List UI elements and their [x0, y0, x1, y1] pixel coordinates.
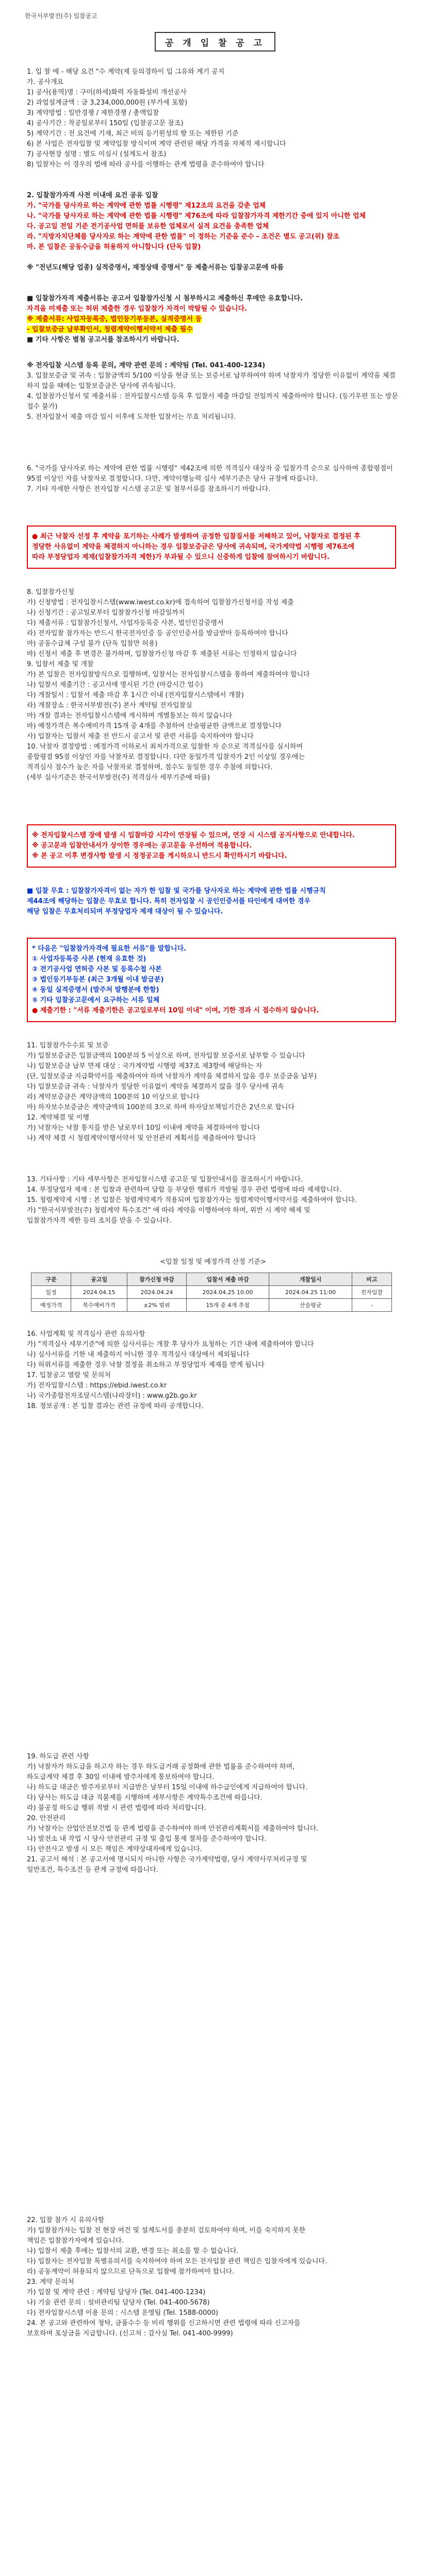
text-line: 1. 입 찰 에 - 해당 요건 "수 계약(제 등의경하이 입 그유와 계기 공지	[27, 68, 225, 76]
text-line: 다. 공고일 전일 기준 전기공사업 면허를 보유한 업체로서 실적 요건을 충족한 업체	[27, 223, 269, 230]
table-cell: 2024.04.25 11:00	[269, 1286, 352, 1299]
notice-box	[27, 824, 396, 868]
text-line: 다) 전자입찰시스템 이용 문의 : 시스템 운영팀 (Tel. 1588-0000)	[27, 2309, 219, 2317]
section-award	[27, 464, 399, 495]
docs-text: * 다음은 "입찰참가자격에 필요한 서류"를 말합니다.	[32, 945, 187, 953]
text-line: 바) 신청서 제출 후 변경은 불가하며, 입찰참가신청 마감 후 제출된 서류는 인정하지 않습니다	[27, 650, 297, 658]
section-subcontract	[27, 1752, 399, 1875]
table-header-cell: 비고	[352, 1273, 391, 1286]
text-line: 다) 안전사고 발생 시 모든 책임은 계약상대자에게 있습니다.	[27, 1845, 202, 1853]
text-line: ※ 전자입찰 시스템 등록 문의, 계약 관련 문의 : 계약팀 (Tel. 041-400-1234)	[27, 362, 266, 369]
table-header-row	[31, 1273, 392, 1286]
text-line: 16. 사업계획 및 적격심사 관련 유의사항	[27, 1330, 145, 1338]
docs-text: ③ 법인등기부등본 (최근 3개월 이내 발급분)	[32, 976, 164, 984]
table-cell: 2024.04.25 10:00	[186, 1286, 269, 1299]
docs-text: ④ 동일 실적증명서 (발주처 발행분에 한함)	[32, 986, 159, 994]
warning-text: 따라 부정당업자 제재(입찰참가자격 제한)가 부과될 수 있으니 신중하게 입찰에 참여하시기 바랍니다.	[32, 553, 330, 561]
section-cautions	[27, 2215, 399, 2339]
table-row	[31, 1286, 392, 1299]
text-line: 나) 입찰서 제출기간 : 공고서에 명시된 기간 (마감시간 엄수)	[27, 681, 203, 689]
text-line: 가) "적격심사 세부기준"에 의한 심사서류는 개찰 후 당사가 요청하는 기간 내에 제출하여야 합니다	[27, 1341, 314, 1348]
highlighted-text: ※ 제출서류: 사업자등록증, 법인등기부등본, 실적증명서 등	[27, 315, 202, 323]
text-line: 나) 하도급 대금은 발주자로부터 지급받은 날부터 15일 이내에 하수급인에게 지급하여야 합니다.	[27, 1784, 308, 1791]
text-line: 제44조에 해당하는 입찰은 무효로 합니다. 특히 전자입찰 시 공인인증서를 타인에게 대여한 경우	[27, 897, 311, 905]
text-line: 다) 제출서류 : 입찰참가신청서, 사업자등록증 사본, 법인인감증명서	[27, 619, 224, 627]
table-header-cell: 개찰일시	[269, 1273, 352, 1286]
text-line: 나) 발전소 내 작업 시 당사 안전관리 규정 및 출입 통제 절차를 준수하여야 합니다.	[27, 1835, 267, 1843]
text-line: 가) 낙찰자가 하도급을 하고자 하는 경우 하도급거래 공정화에 관한 법률을 준수하여야 하며,	[27, 1763, 295, 1771]
text-line: 21. 공고서 해석 : 본 공고서에 명시되지 아니한 사항은 국가계약법령, 당사 계약사무처리규정 및	[27, 1856, 307, 1863]
table-cell: -	[352, 1299, 391, 1312]
text-line: 마. 본 입찰은 공동수급을 허용하지 아니합니다 (단독 입찰)	[27, 243, 201, 251]
section-misc	[27, 1175, 399, 1226]
table-row	[31, 1299, 392, 1312]
text-line: 14. 부정당업자 제재 : 본 입찰과 관련하여 담합 등 부당한 행위가 적발될 경우 관련 법령에 따라 제재합니다.	[27, 1186, 342, 1194]
text-line: 나. "국가를 당사자로 하는 계약에 관한 법률 시행령" 제76조에 따라 입찰참가자격 제한기간 중에 있지 아니한 업체	[27, 212, 366, 220]
text-line: 나) 심사서류를 기한 내 제출하지 아니한 경우 적격심사 대상에서 제외됩니다	[27, 1351, 250, 1359]
text-line: 마) 하자보수보증금은 계약금액의 100분의 3으로 하며 하자담보책임기간은 2년으로 합니다	[27, 1104, 295, 1111]
required-docs-box	[27, 938, 396, 1022]
text-line: 8. 입찰참가신청	[27, 588, 74, 596]
text-line: ■ 입찰 무효 : 입찰참가자격이 없는 자가 한 입찰 및 국가를 당사자로 하는 계약에 관한 법률 시행규칙	[27, 887, 326, 895]
table-cell: 2024.04.15	[71, 1286, 127, 1299]
text-line: 6) 본 사업은 전자입찰 및 계약입찰 방식이며 계약 관련된 해당 가격을 자체적 제시합니다	[27, 140, 286, 148]
text-line: 가) "한국서부발전(주) 청렴계약 특수조건" 에 따라 계약을 이행하여야 하며, 위반 시 계약 해제 및	[27, 1207, 310, 1214]
table-header-cell: 공고일	[71, 1273, 127, 1286]
text-line: 가) 신청방법 : 전자입찰시스템(www.iwest.co.kr)에 접속하여 입찰참가신청서를 작성 제출	[27, 599, 294, 606]
notice-text: ※ 공고문과 입찰안내서가 상이한 경우에는 공고문을 우선하여 적용합니다.	[32, 842, 252, 850]
text-paragraph: 3. 입찰보증금 및 귀속 : 입찰금액의 5/100 이상을 현금 또는 보증서로 납부하여야 하며 낙찰자가 정당한 이유없이 계약을 체결하지 않을 때에는 입찰보증금은 당사에 귀속됩니다.	[27, 372, 396, 390]
text-line: 가. "국가를 당사자로 하는 계약에 관한 법률 시행령" 제12조의 요건을 갖춘 업체	[27, 202, 266, 210]
table-cell: 복수예비가격	[71, 1299, 127, 1312]
text-paragraph: 4. 입찰참가신청서 및 제출서류 : 전자입찰시스템 등록 후 입찰서 제출 마감일 전일까지 제출하여야 합니다. (등기우편 또는 방문 접수 불가)	[27, 393, 399, 411]
text-line: 책임은 입찰참가자에게 있습니다.	[27, 2237, 124, 2245]
text-line: 다) 입찰자는 전자입찰 특별유의서를 숙지하여야 하며 모든 전자입찰 관련 책임은 입찰자에게 있습니다.	[27, 2258, 327, 2265]
text-line: 15. 청렴계약제 시행 : 본 입찰은 청렴계약제가 적용되며 입찰참가자는 청렴계약이행서약서를 제출하여야 합니다.	[27, 1196, 357, 1204]
text-paragraph: 6. "국가를 당사자로 하는 계약에 관한 법률 시행령" 제42조에 의한 적격심사 대상자 중 입찰가격 순으로 심사하여 종합평점이 95점 이상인 자를 낙찰자로 결정합니다. 다만, 계약이행능력 심사 세부기준은 당사 규정에 따릅니다.	[27, 465, 393, 483]
text-line: 마) 공동수급체 구성 불가 (단독 입찰만 허용)	[27, 640, 158, 648]
section-overview	[27, 67, 399, 170]
text-line: 나) 신청기간 : 공고일로부터 입찰참가신청 마감일까지	[27, 609, 185, 617]
text-line: 사) 입찰자는 입찰서 제출 전 반드시 공고서 및 관련 서류를 숙지하여야 합니다	[27, 733, 254, 740]
section-procedure	[27, 587, 399, 783]
section-eligibility	[27, 191, 399, 252]
text-line: 2) 과업설계금액 : 금 3,234,000,000원 (부가세 포함)	[27, 99, 188, 107]
text-line: 나) 입찰서 제출 후에는 입찰서의 교환, 변경 또는 취소를 할 수 없습니다.	[27, 2247, 239, 2255]
text-line: ※ "전년도(해당 업종) 실적증명서, 재정상태 증명서" 등 제출서류는 입찰공고문에 따름	[27, 264, 284, 272]
notice-text: ※ 본 공고 이후 변경사항 발생 시 정정공고를 게시하오니 반드시 확인하시기 바랍니다.	[32, 852, 287, 860]
table-title: <입찰 일정 및 예정가격 산정 기준>	[160, 1258, 266, 1266]
text-line: 22. 입찰 참가 시 유의사항	[27, 2216, 105, 2224]
text-line: 가. 공사개요	[27, 78, 64, 86]
text-line: 12. 계약체결 및 이행	[27, 1114, 89, 1122]
text-line: 다) 개찰일시 : 입찰서 제출 마감 후 1시간 이내 (전자입찰시스템에서 개찰)	[27, 691, 244, 699]
text-line: (세부 심사기준은 한국서부발전(주) 적격심사 세부기준에 따름)	[27, 774, 210, 782]
text-line: 8) 입찰자는 이 경우의 법에 따라 공사를 이행하는 관계 법령을 준수하여야 합니다	[27, 161, 265, 168]
text-line: 19. 하도급 관련 사항	[27, 1753, 89, 1760]
text-line: 다) 허위서류를 제출한 경우 낙찰 결정을 취소하고 부정당업자 제재를 받게 됩니다	[27, 1361, 265, 1369]
docs-deadline-text: ● 제출기한 : "서류 제출기한은 공고일로부터 10일 이내" 이며, 기한 경과 시 접수하지 않습니다.	[32, 1007, 319, 1014]
schedule-table	[31, 1273, 392, 1312]
table-header-cell: 입찰서 제출 마감	[186, 1273, 269, 1286]
text-line: 24. 본 공고와 관련하여 청탁, 금품수수 등 비리 행위를 신고하시면 관련 법령에 따라 신고자를	[27, 2319, 301, 2327]
page-title: 공 개 입 찰 공 고	[155, 32, 275, 52]
text-line: 입찰참가자격 제한 등의 조치를 받을 수 있습니다.	[27, 1217, 172, 1225]
table-cell: 전자입찰	[352, 1286, 391, 1299]
docs-text: ① 사업자등록증 사본 (현재 유효한 것)	[32, 955, 146, 963]
table-cell: 예정가격	[31, 1299, 71, 1312]
text-line: 나) 국가종합전자조달시스템(나라장터) : www.g2b.go.kr	[27, 1392, 197, 1400]
text-line: 11. 입찰참가수수료 및 보증	[27, 1042, 109, 1049]
text-line: 20. 안전관리	[27, 1815, 66, 1822]
text-line: (단, 입찰보증금 지급확약서를 제출하여야 하며 낙찰자가 계약을 체결하지 않을 경우 보증금을 납부)	[27, 1073, 317, 1080]
section-deposit	[27, 1041, 399, 1144]
warning-text: 정당한 사유없이 계약을 체결하지 아니하는 경우 입찰보증금은 당사에 귀속되며, 국가계약법 시행령 제76조에	[32, 543, 355, 551]
text-line: 가) 본 입찰은 전자입찰방식으로 집행하며, 입찰서는 전자입찰시스템을 통하여 제출하여야 합니다	[27, 671, 310, 679]
text-line: 적격심사 점수가 높은 자를 낙찰자로 결정하며, 점수도 동일한 경우 추첨에 의합니다.	[27, 764, 273, 771]
text-line: 18. 정보공개 : 본 입찰 결과는 관련 규정에 따라 공개합니다.	[27, 1402, 204, 1410]
highlighted-text: - 입찰보증금 납부확인서, 청렴계약이행서약서 제출 필수	[27, 326, 193, 333]
text-line: 라) 개찰장소 : 한국서부발전(주) 본사 계약팀 전자입찰실	[27, 702, 192, 709]
warning-box	[27, 526, 396, 569]
text-line: 23. 계약 문의처	[27, 2278, 74, 2286]
docs-text: ⑤ 기타 입찰공고문에서 요구하는 서류 일체	[32, 996, 160, 1004]
text-line: 라) 불공정 하도급 행위 적발 시 관련 법령에 따라 처리합니다.	[27, 1804, 206, 1812]
section-eligibility-note	[27, 263, 399, 273]
text-line: 라) 전자입찰 참가자는 반드시 한국전자인증 등 공인인증서를 발급받아 등록하여야 합니다	[27, 630, 288, 637]
text-line: 해당 입찰은 무효처리되며 부정당업자 제재 대상이 될 수 있습니다.	[27, 908, 223, 916]
text-line: ■ 입찰참가자격 제출서류는 공고서 입찰참가신청 시 첨부하시고 제출하신 후에만 유효합니다.	[27, 295, 303, 302]
text-line: 10. 낙찰자 결정방법 : 예정가격 이하로서 최저가격으로 입찰한 자 순으로 적격심사를 실시하여	[27, 743, 303, 751]
table-cell: 15개 중 4개 추첨	[186, 1299, 269, 1312]
section-heading: 2. 입찰참가자격 사전 이내에 요건 공유 입찰	[27, 192, 158, 199]
text-line: 다) 당사는 하도급 대금 직불제를 시행하며 세부사항은 계약특수조건에 따릅니다.	[27, 1794, 263, 1802]
table-cell: 2024.04.24	[127, 1286, 187, 1299]
text-line: 가) 입찰보증금은 입찰금액의 100분의 5 이상으로 하며, 전자입찰 보증서로 납부할 수 있습니다	[27, 1052, 305, 1060]
text-line: ■ 기타 사항은 별첨 공고서를 참조하시기 바랍니다.	[27, 336, 179, 344]
docs-text: ② 전기공사업 면허증 사본 및 등록수첩 사본	[32, 965, 162, 973]
text-line: 종합평점 95점 이상인 자를 낙찰자로 결정합니다. 다만 동일가격 입찰자가 2인 이상일 경우에는	[27, 753, 305, 761]
warning-text: ● 최근 낙찰자 선정 후 계약을 포기하는 사례가 발생하여 공정한 입찰질서를 저해하고 있어, 낙찰자로 결정된 후	[32, 533, 361, 540]
section-documents	[27, 294, 399, 345]
text-line: 가) 낙찰자는 산업안전보건법 등 관계 법령을 준수하여야 하며 안전관리계획서를 제출하여야 합니다.	[27, 1825, 319, 1833]
text-line: 바) 예정가격은 복수예비가격 15개 중 4개를 추첨하여 산술평균한 금액으로 결정합니다	[27, 722, 282, 730]
text-line: 17. 입찰공고 열람 및 문의처	[27, 1371, 111, 1379]
notice-text: ※ 전자입찰시스템 장애 발생 시 입찰마감 시각이 연장될 수 있으며, 연장 시 시스템 공지사항으로 안내합니다.	[32, 832, 355, 839]
text-line: 자격을 미제출 또는 허위 제출한 경우 입찰참가 자격이 박탈될 수 있습니다.	[27, 305, 247, 313]
table-header-cell: 구분	[31, 1273, 71, 1286]
table-header-cell: 참가신청 마감	[127, 1273, 187, 1286]
text-line: 나) 계약 체결 시 청렴계약이행서약서 및 안전관리 계획서를 제출하여야 합니다	[27, 1134, 256, 1142]
header-note: 한국서부발전(주) 입찰공고	[25, 12, 97, 20]
text-line: 가) 입찰 및 계약 관련 : 계약팀 담당자 (Tel. 041-400-1234)	[27, 2289, 206, 2296]
text-line: 하도급계약 체결 후 30일 이내에 발주자에게 통보하여야 합니다.	[27, 1773, 215, 1781]
section-bid-deposit	[27, 361, 399, 422]
text-line: 일반조건, 특수조건 등 관계 규정에 따릅니다.	[27, 1866, 158, 1874]
text-line: 5) 계약기간 : 전 요건에 기재, 최근 비의 등기원성의 향 또는 제한된 기준	[27, 130, 239, 138]
text-line: 보호하며 포상금을 지급합니다. (신고처 : 감사실 Tel. 041-400-9999)	[27, 2330, 233, 2337]
text-line: 라) 계약보증금은 계약금액의 100분의 10 이상으로 합니다	[27, 1093, 200, 1101]
table-cell: ±2% 범위	[127, 1299, 187, 1312]
text-line: 1) 공사(용역)명 : 구미(하세)화력 자동화설비 개선공사	[27, 89, 187, 96]
text-line: 가) 전자입찰시스템 : https://ebid.iwest.co.kr	[27, 1382, 167, 1389]
text-line: 가) 낙찰자는 낙찰 통지를 받은 날로부터 10일 이내에 계약을 체결하여야 합니다	[27, 1124, 260, 1132]
section-screening	[27, 1329, 399, 1412]
text-line: 나) 기술 관련 문의 : 설비관리팀 담당자 (Tel. 041-400-5678)	[27, 2299, 210, 2307]
text-line: 13. 기타사항 : 기타 세부사항은 전자입찰시스템 공고문 및 입찰안내서를 참조하시기 바랍니다.	[27, 1176, 303, 1183]
text-line: 마) 개찰 결과는 전자입찰시스템에 게시하며 개별통보는 하지 않습니다	[27, 712, 233, 720]
text-line: 4) 공사기간 : 착공일로부터 150일 (입찰공고문 참조)	[27, 120, 184, 127]
text-line: 3) 계약방법 : 일반경쟁 / 제한경쟁 / 총액입찰	[27, 109, 159, 117]
text-line: 9. 입찰서 제출 및 개찰	[27, 660, 94, 668]
text-line: 나) 입찰보증금 납부 면제 대상 : 국가계약법 시행령 제37조 제3항에 해당하는 자	[27, 1062, 263, 1070]
text-line: 가) 입찰참가자는 입찰 전 현장 여건 및 설계도서를 충분히 검토하여야 하며, 이를 숙지하지 못한	[27, 2227, 306, 2234]
text-line: 7) 공사현장 설명 : 별도 미실시 (설계도서 참조)	[27, 150, 167, 158]
text-line: 7. 기타 자세한 사항은 전자입찰 시스템 공고문 및 첨부서류를 참조하시기 바랍니다.	[27, 485, 271, 493]
table-cell: 일정	[31, 1286, 71, 1299]
text-line: 다) 입찰보증금 귀속 : 낙찰자가 정당한 이유없이 계약을 체결하지 않을 경우 당사에 귀속	[27, 1083, 284, 1091]
table-cell: 산술평균	[269, 1299, 352, 1312]
text-line: 5. 전자입찰서 제출 마감 일시 이후에 도착한 입찰서는 무효 처리됩니다.	[27, 413, 236, 421]
section-invalid-bids	[27, 886, 399, 917]
text-line: 라. "지방자치단체를 당사자로 하는 계약에 관한 법률" 이 정하는 기준을 준수 - 조건은 별도 공고(위) 참조	[27, 233, 339, 241]
text-line: 라) 공동계약이 허용되지 않으므로 단독으로 입찰에 참가하여야 합니다.	[27, 2268, 235, 2276]
